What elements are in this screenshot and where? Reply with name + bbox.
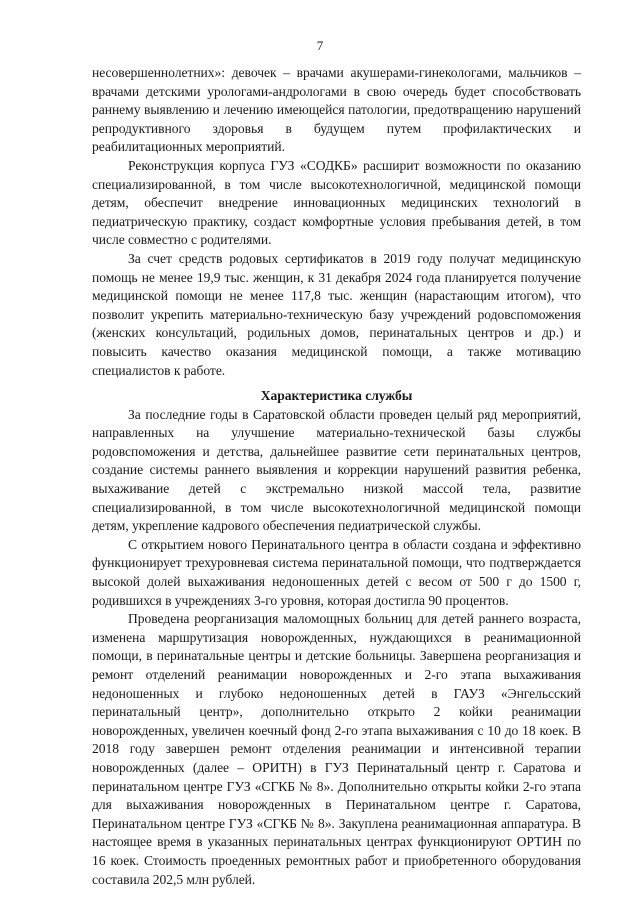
page-number: 7 [316,38,324,53]
section-heading: Характеристика службы [260,388,413,404]
paragraph-birth-certificates: За счет средств родовых сертификатов в 2019 году получат медицинскую помощь не менее 19,9 тыс. женщин, к 31 декабря 2024 года планируется получение медицинской помощи не менее 117,8 тыс. женщин (нарастающим итогом), что позволит укрепить материально-техническую базу учреждений родовспоможения (женских консультаций, родильных домов, перинатальных центров и др.) и повысить качество оказания медицинской помощи, а также мотивацию специалистов к работе. [92,250,581,378]
paragraph-reconstruction: Реконструкция корпуса ГУЗ «СОДКБ» расширит возможности по оказанию специализированной, в том числе высокотехнологичной, медицинской помощи детям, обеспечит внедрение инновационных медицинских технологий в педиатрическую практику, создаст комфортные условия пребывания детей, в том числе совместно с родителями. [92,157,581,248]
paragraph-reorganization: Проведена реорганизация маломощных больниц для детей раннего возраста, изменена маршрутизация новорожденных, нуждающихся в реанимационной помощи, в перинатальные центры и детские больницы. Завершена реорганизация и ремонт отделений реанимации новорожденных и 2-го этапа выхаживания недоношенных и глубоко недоношенных детей в ГАУЗ «Энгельсский перинатальный центр», дополнительно открыто 2 койки реанимации новорожденных, увеличен коечный фонд 2-го этапа выхаживания с 10 до 18 коек. В 2018 году завершен ремонт отделения реанимации и интенсивной терапии новорожденных (далее – ОРИТН) в ГУЗ Перинатальный центр г. Саратова и перинатальном центре ГУЗ «СГКБ № 8». Дополнительно открыты койки 2-го этапа для выхаживания новорожденных в Перинатальном центре г. Саратова, Перинатальном центре ГУЗ «СГКБ № 8». Закуплена реанимационная аппаратура. В настоящее время в указанных перинатальных центрах функционируют ОРТИН по 16 коек. Стоимость проеденных ремонтных работ и приобретенного оборудования составила 202,5 млн рублей. [92,611,581,887]
document-body [92,64,581,889]
paragraph-perinatal-system: С открытием нового Перинатального центра в области создана и эффективно функционирует трехуровневая система перинатальной помощи, что подтверждается высокой долей выхаживания недоношенных детей с весом от 500 г до 1500 г, родившихся в учреждениях 3-го уровня, которая достигла 90 процентов. [92,536,581,608]
paragraph-continuation: несовершеннолетних»: девочек – врачами акушерами-гинекологами, мальчиков – врачами детскими урологами-андрологами в свою очередь будет способствовать раннему выявлению и лечению имеющейся патологии, предотвращению нарушений репродуктивного здоровья в будущем путем профилактических и реабилитационных мероприятий. [92,65,581,155]
paragraph-service-overview: За последние годы в Саратовской области проведен целый ряд мероприятий, направленных на улучшение материально-технической базы службы родовспоможения и детства, дальнейшее развитие сети перинатальных центров, создание системы раннего выявления и коррекции нарушений развития ребенка, выхаживание детей с экстремально низкой массой тела, развитие специализированной, в том числе высокотехнологичной медицинской помощи детям, укрепление кадрового обеспечения педиатрической службы. [92,406,581,534]
